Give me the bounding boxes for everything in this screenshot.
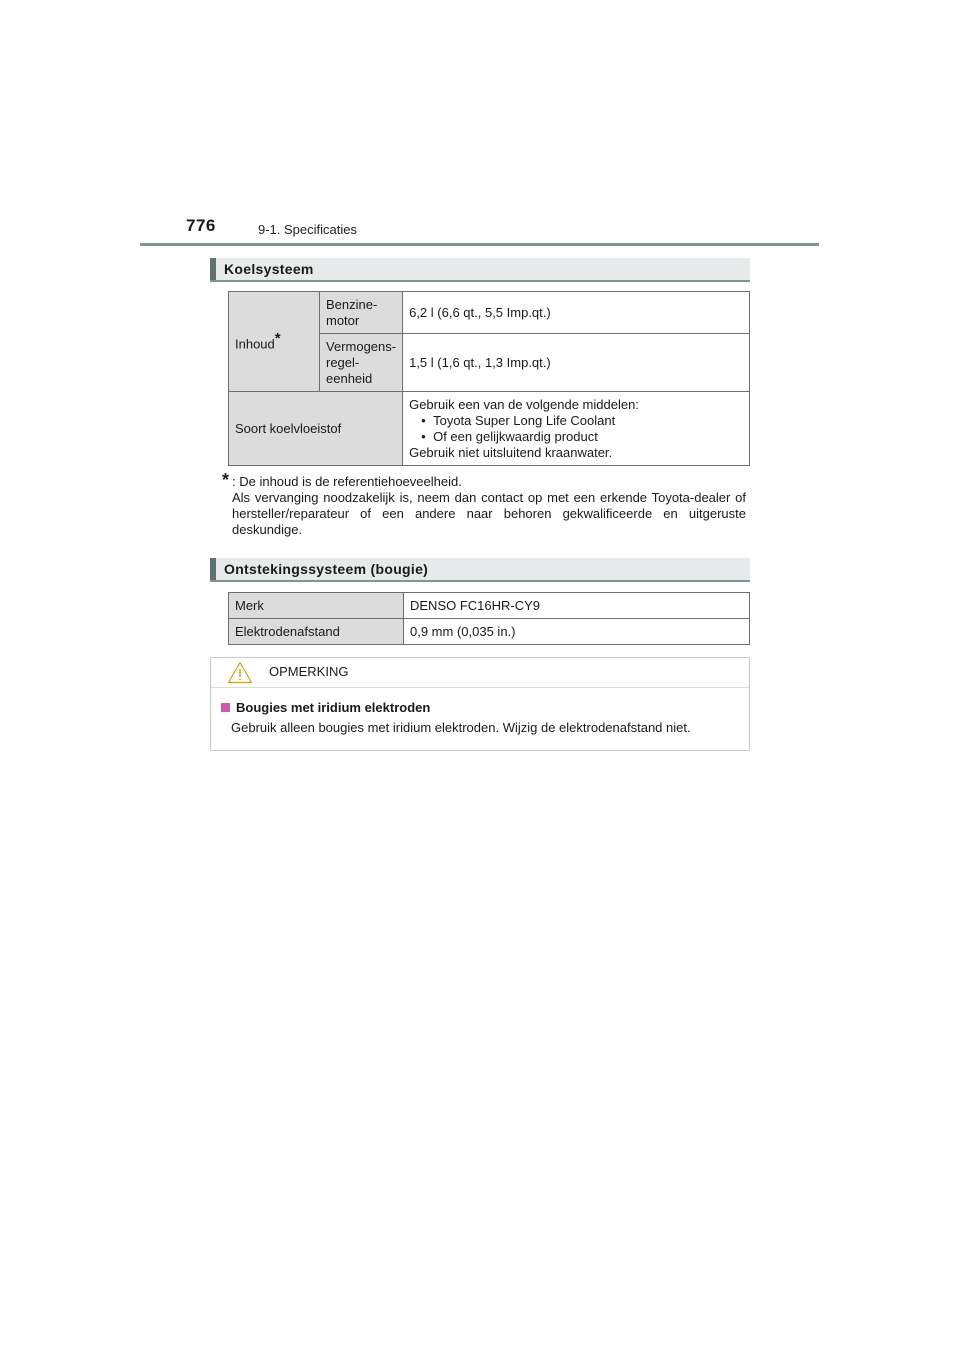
notice-item-title-text: Bougies met iridium elektroden <box>236 700 431 715</box>
coolant-options-list <box>409 413 743 445</box>
electrode-gap-label: Elektrodenafstand <box>229 619 404 645</box>
list-item: • Of een gelijkwaardig product <box>409 429 743 445</box>
brand-label: Merk <box>229 593 404 619</box>
header-divider <box>140 243 819 246</box>
electrode-gap-value: 0,9 mm (0,035 in.) <box>404 619 750 645</box>
coolant-type-value <box>403 392 750 466</box>
notice-header <box>211 658 749 688</box>
notice-item-text: Gebruik alleen bougies met iridium elektroden. Wijzig de elektrodenafstand niet. <box>231 720 691 735</box>
power-control-unit-capacity: 1,5 l (1,6 qt., 1,3 Imp.qt.) <box>403 334 750 392</box>
table-row <box>229 392 750 466</box>
ignition-heading-text: Ontstekingssysteem (bougie) <box>224 561 429 577</box>
section-title: 9-1. Specificaties <box>258 222 357 237</box>
cooling-spec-table <box>228 291 750 466</box>
capacity-label: Inhoud <box>235 336 275 352</box>
footnote-mark: * <box>222 470 230 490</box>
ignition-section-heading <box>210 558 750 582</box>
capacity-footnote-mark: * <box>274 329 281 347</box>
capacity-label-cell <box>229 292 320 392</box>
warning-triangle-icon <box>227 661 253 684</box>
page-number: 776 <box>186 216 216 235</box>
gasoline-engine-label: Benzine- motor <box>320 292 403 334</box>
footnote-text: Als vervanging noodzakelijk is, neem dan contact op met een erkende Toyota-dealer of hersteller/reparateur of een andere naar behoren gekwalificeerde en uitgeruste deskundige. <box>232 490 746 537</box>
ignition-spec-table <box>228 592 750 645</box>
table-row <box>229 292 750 334</box>
notice-box <box>210 657 750 751</box>
notice-title: OPMERKING <box>269 664 349 679</box>
coolant-intro: Gebruik een van de volgende middelen: <box>409 396 639 412</box>
brand-value: DENSO FC16HR-CY9 <box>404 593 750 619</box>
capacity-footnote <box>222 470 746 538</box>
cooling-heading-text: Koelsysteem <box>224 261 314 277</box>
power-control-unit-label: Vermogens- regel- eenheid <box>320 334 403 392</box>
table-row <box>229 593 750 619</box>
coolant-note: Gebruik niet uitsluitend kraanwater. <box>409 444 613 460</box>
list-item: • Toyota Super Long Life Coolant <box>409 413 743 429</box>
coolant-type-label: Soort koelvloeistof <box>229 392 403 466</box>
square-bullet-icon <box>221 703 230 712</box>
cooling-section-heading <box>210 258 750 282</box>
table-row <box>229 619 750 645</box>
notice-item-title <box>221 700 430 715</box>
footnote-first-line: : De inhoud is de referentiehoeveelheid. <box>232 474 462 489</box>
gasoline-engine-capacity: 6,2 l (6,6 qt., 5,5 Imp.qt.) <box>403 292 750 334</box>
